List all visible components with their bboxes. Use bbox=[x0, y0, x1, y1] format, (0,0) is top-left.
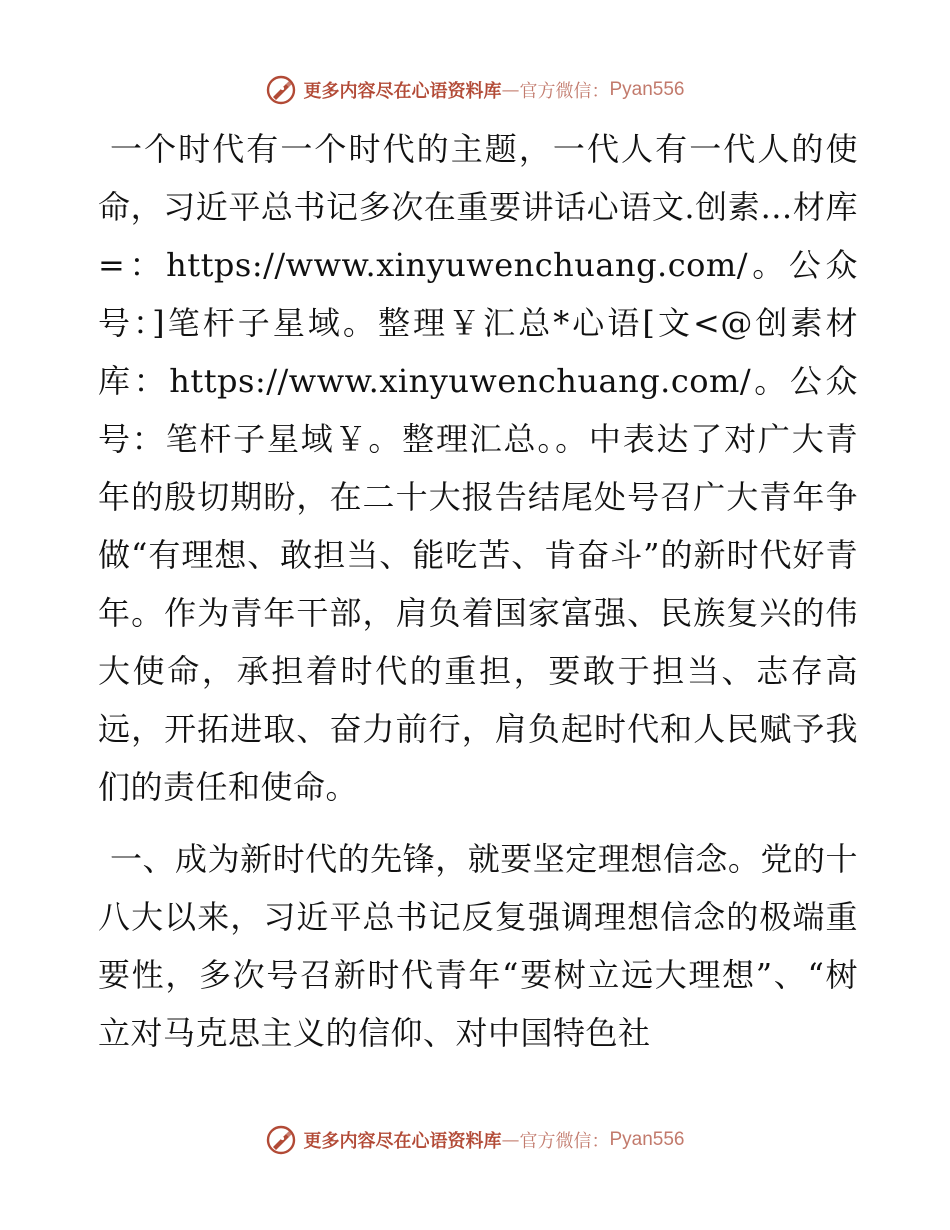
document-body bbox=[98, 120, 858, 1062]
header-wechat-label: 官方微信： bbox=[519, 81, 610, 102]
footer-watermark-banner bbox=[0, 1120, 950, 1160]
pen-nib-logo-icon bbox=[265, 74, 297, 106]
footer-wechat-label: 官方微信： bbox=[519, 1131, 610, 1152]
footer-banner-text: 更多内容尽在心语资料库 bbox=[303, 1131, 502, 1152]
header-banner-separator: — bbox=[501, 79, 520, 101]
body-paragraph-intro: 一个时代有一个时代的主题，一代人有一代人的使命，习近平总书记多次在重要讲话心语文.创素…材库=：https://www.xinyuwenchuang.com/。公众号：]笔杆子星域。整理￥汇总*心语[文<@创素材库：https://www.xinyuwenchuang.com/。公众号：笔杆子星域￥。整理汇总。。中表达了对广大青年的殷切期盼，在二十大报告结尾处号召广大青年争做“有理想、敢担当、能吃苦、肯奋斗”的新时代好青年。作为青年干部，肩负着国家富强、民族复兴的伟大使命，承担着时代的重担，要敢于担当、志存高远，开拓进取、奋力前行，肩负起时代和人民赋予我们的责任和使命。 bbox=[98, 130, 858, 806]
pen-nib-logo-icon bbox=[265, 1124, 297, 1156]
body-paragraph-section-one: 一、成为新时代的先锋，就要坚定理想信念。党的十八大以来，习近平总书记反复强调理想信念的极端重要性，多次号召新时代青年“要树立远大理想”、“树立对马克思主义的信仰、对中国特色社 bbox=[98, 840, 858, 1052]
footer-banner-separator: — bbox=[501, 1129, 520, 1151]
header-banner-text: 更多内容尽在心语资料库 bbox=[303, 81, 502, 102]
header-watermark-banner bbox=[0, 70, 950, 110]
footer-wechat-id: Pyan556 bbox=[609, 1129, 685, 1150]
header-wechat-id: Pyan556 bbox=[609, 79, 685, 100]
